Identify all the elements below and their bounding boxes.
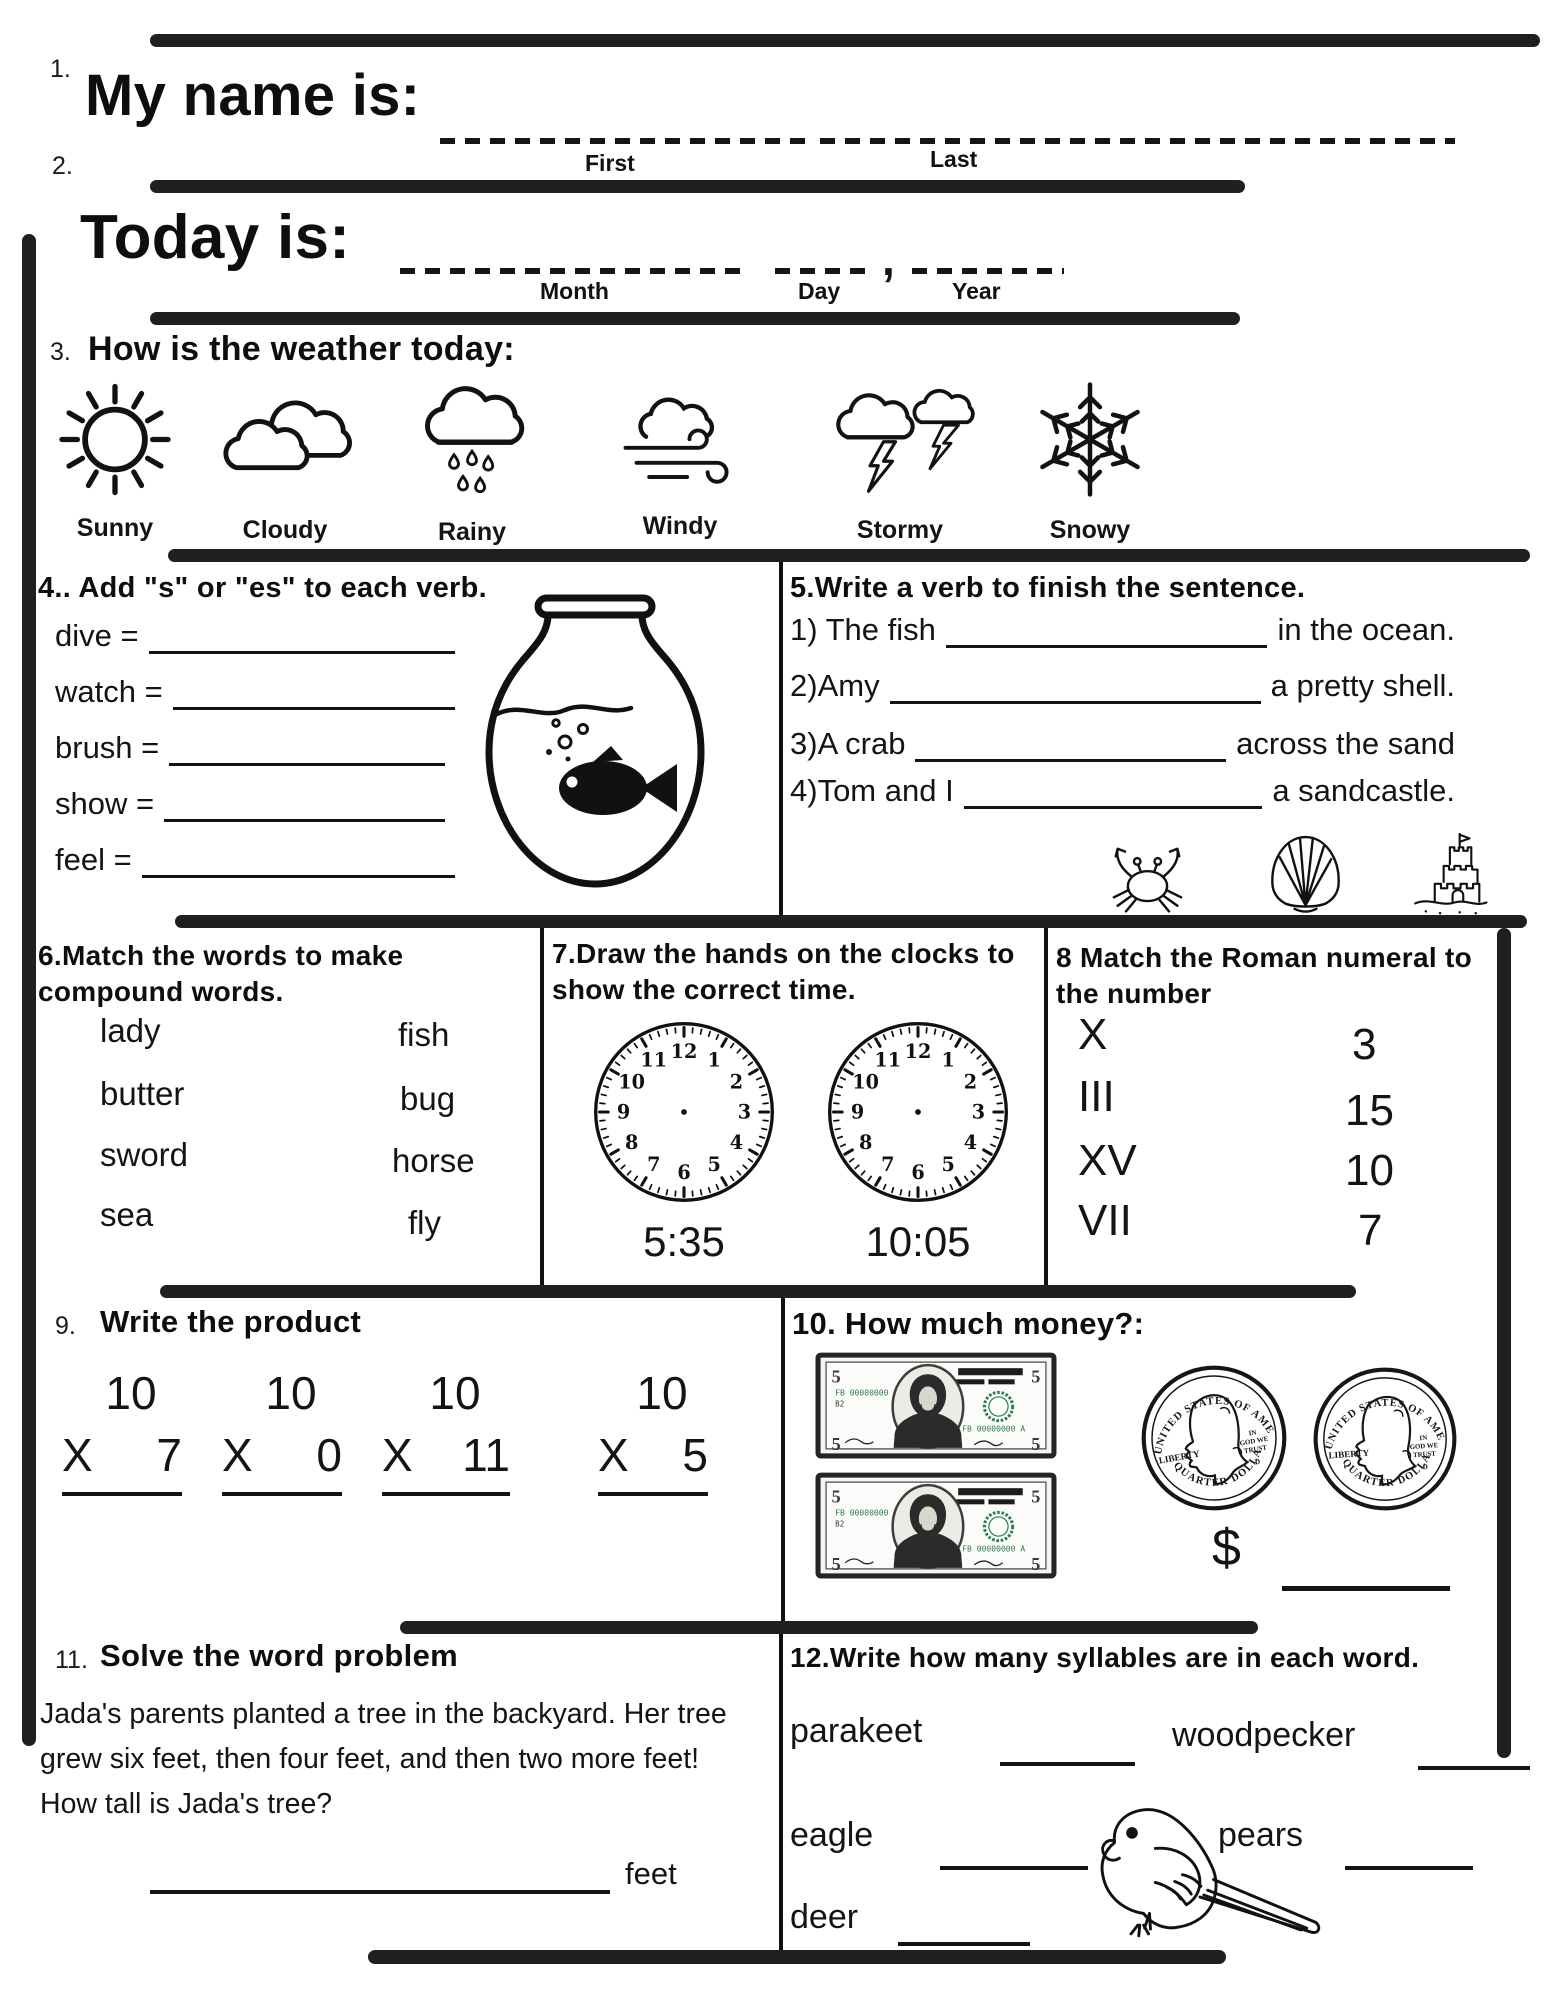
roman-numeral[interactable]: X [1078,1010,1108,1059]
svg-text:1: 1 [707,1048,721,1072]
quarter-coin [1307,1361,1463,1517]
multiplication-problem[interactable] [62,1366,182,1496]
section-divider [540,928,544,1285]
quarter-coin [1128,1352,1299,1523]
sandcastle-icon [1408,830,1490,918]
svg-text:11: 11 [874,1048,902,1072]
section-number-3: 3. [50,338,71,366]
syllable-word: woodpecker [1172,1716,1356,1754]
svg-text:4: 4 [729,1130,744,1154]
sentence-row [790,773,1455,809]
section-divider [781,1298,785,1621]
multiply-sign: X [598,1429,629,1481]
multiply-sign: X [62,1429,93,1481]
compound-word-right[interactable]: fly [408,1204,441,1241]
multiplicand: 10 [636,1367,688,1419]
sentence-row [790,668,1455,704]
section-border [168,549,1530,562]
verb-row [55,786,445,822]
roman-title: 8 Match the Roman numeral to the number [1056,942,1473,1010]
year-blank[interactable] [912,268,1064,274]
roman-numeral[interactable]: III [1078,1072,1115,1121]
verb-row [55,730,445,766]
weather-option-cloudy[interactable] [210,372,360,507]
storm-clouds-icon [825,372,975,507]
sentence-post: a pretty shell. [1270,668,1455,703]
svg-text:1: 1 [941,1048,955,1072]
svg-text:10: 10 [618,1070,645,1094]
svg-text:12: 12 [670,1040,698,1064]
clocks-title: 7.Draw the hands on the clocks to show the correct time. [552,938,1015,1006]
verb-answer-blank[interactable] [169,733,445,766]
sentence-row [790,612,1455,648]
sentence-pre: 1) The fish [790,612,936,647]
svg-text:6: 6 [911,1161,925,1185]
verbs-title: 4.. Add "s" or "es" to each verb. [38,572,488,604]
section-number-9: 9. [55,1312,76,1340]
multiplier: 11 [462,1429,510,1481]
syllable-answer-blank[interactable] [1345,1826,1473,1870]
five-dollar-bill [815,1352,1057,1459]
weather-option-rainy[interactable] [397,372,547,507]
sentence-blank[interactable] [915,729,1226,762]
multiplication-problem[interactable] [222,1366,342,1496]
verb-answer-blank[interactable] [142,845,455,878]
syllable-word: eagle [790,1816,874,1854]
clock-time-label: 10:05 [865,1218,971,1265]
svg-text:10: 10 [852,1070,879,1094]
svg-text:8: 8 [858,1130,873,1154]
svg-text:6: 6 [677,1161,691,1185]
clouds-icon [210,372,360,507]
syllable-word: deer [790,1898,859,1936]
weather-label: Cloudy [242,516,328,544]
syllable-answer-blank[interactable] [1000,1722,1135,1766]
sentence-pre: 2)Amy [790,668,880,703]
five-dollar-bill [815,1472,1057,1579]
sentence-blank[interactable] [964,776,1263,809]
sentence-post: a sandcastle. [1272,773,1455,808]
dollar-sign: $ [1212,1519,1241,1577]
multiplication-problem[interactable] [382,1366,510,1496]
section-number-2: 2. [52,152,73,180]
day-label: Day [798,278,841,304]
wind-cloud-icon [605,372,755,507]
rain-cloud-icon [397,372,547,507]
section-divider [779,562,783,915]
sentence-pre: 3)A crab [790,726,906,761]
sentence-row [790,726,1455,762]
section-divider [779,1634,783,1950]
sentence-post: across the sand [1236,726,1455,761]
multiplicand: 10 [265,1367,317,1419]
word-problem-title: Solve the word problem [100,1638,458,1673]
section-number-1: 1. [50,55,71,83]
year-label: Year [952,278,1001,304]
money-answer-blank[interactable] [1282,1558,1450,1591]
syllables-title: 12.Write how many syllables are in each word. [790,1642,1420,1673]
syllable-answer-blank[interactable] [898,1906,1030,1946]
verb-label: dive = [55,618,139,653]
section-border [150,34,1540,47]
roman-numeral[interactable]: XV [1078,1136,1137,1185]
seashell-icon [1258,826,1353,918]
last-name-label: Last [930,146,978,172]
compound-word-left[interactable]: butter [100,1075,185,1112]
svg-text:9: 9 [850,1100,865,1124]
answer-line[interactable] [62,1492,182,1496]
svg-text:2: 2 [963,1070,978,1094]
name-title: My name is: [85,63,421,128]
multiplicand: 10 [429,1367,481,1419]
section-divider [1044,928,1048,1285]
weather-label: Sunny [76,514,154,542]
product-title: Write the product [100,1304,362,1339]
clock-time-label: 5:35 [643,1218,725,1265]
multiplication-problem[interactable] [598,1366,708,1496]
weather-label: Windy [642,512,718,540]
verb-row [55,842,455,878]
first-name-blank[interactable] [440,138,805,144]
weather-option-sunny[interactable] [40,372,190,507]
arabic-number[interactable]: 7 [1358,1206,1383,1255]
arabic-number[interactable]: 10 [1345,1146,1394,1195]
svg-text:2: 2 [729,1070,744,1094]
verb-answer-blank[interactable] [173,677,455,710]
sentence-post: in the ocean. [1277,612,1455,647]
left-page-border [22,234,36,1746]
money-title: 10. How much money?: [792,1306,1145,1341]
svg-text:4: 4 [963,1130,978,1154]
sentence-blank[interactable] [946,615,1268,648]
answer-line[interactable] [598,1492,708,1496]
month-blank[interactable] [400,268,745,274]
weather-option-snowy[interactable] [1015,372,1165,507]
parakeet-icon [1048,1798,1348,1963]
weather-label: Stormy [856,516,944,544]
compound-word-right[interactable]: horse [392,1142,475,1179]
verb-label: show = [55,786,155,821]
weather-title: How is the weather today: [88,330,515,368]
compound-word-left[interactable]: sword [100,1136,189,1173]
sentence-pre: 4)Tom and I [790,773,954,808]
sun-icon [40,372,190,507]
verb-label: brush = [55,730,160,765]
svg-text:11: 11 [640,1048,668,1072]
compound-word-right[interactable]: fish [398,1016,450,1053]
section-border [150,180,1245,193]
svg-text:12: 12 [904,1040,932,1064]
compound-word-left[interactable]: lady [100,1012,161,1049]
date-comma: , [882,233,895,285]
syllable-answer-blank[interactable] [1418,1726,1530,1770]
svg-text:3: 3 [971,1100,986,1124]
syllable-word: parakeet [790,1712,923,1750]
syllable-word: pears [1218,1816,1304,1854]
multiply-sign: X [222,1429,253,1481]
month-label: Month [540,278,609,304]
answer-unit-label: feet [625,1856,677,1891]
weather-label: Snowy [1049,516,1131,544]
verb-row [55,618,455,654]
section-border [400,1621,1258,1634]
date-title: Today is: [80,203,351,272]
section-number-11: 11. [55,1646,88,1674]
fishbowl-icon [445,592,745,907]
first-name-label: First [585,150,635,176]
roman-numeral[interactable]: VII [1078,1196,1132,1245]
verb-answer-blank[interactable] [164,789,445,822]
multiplier: 5 [682,1429,708,1481]
verb-label: watch = [55,674,163,709]
word-problem-answer-blank[interactable] [150,1852,610,1894]
svg-text:9: 9 [616,1100,631,1124]
svg-text:5: 5 [707,1153,721,1177]
svg-text:3: 3 [737,1100,752,1124]
sentences-title: 5.Write a verb to finish the sentence. [790,572,1306,604]
svg-text:5: 5 [941,1153,955,1177]
section-border [150,312,1240,325]
answer-line[interactable] [222,1492,342,1496]
day-blank[interactable] [775,268,867,274]
sentence-blank[interactable] [890,671,1261,704]
verb-label: feel = [55,842,132,877]
word-problem-body: Jada's parents planted a tree in the backyard. Her tree grew six feet, then four feet, and then two more feet! How tall is Jada's tree? [40,1698,727,1821]
svg-text:7: 7 [881,1153,895,1177]
arabic-number[interactable]: 3 [1352,1020,1377,1069]
clock-face[interactable] [822,1016,1014,1208]
right-page-border [1497,928,1511,1758]
arabic-number[interactable]: 15 [1345,1086,1394,1135]
answer-line[interactable] [382,1492,510,1496]
multiplier: 7 [156,1429,182,1481]
clock-face[interactable] [588,1016,780,1208]
weather-option-windy[interactable] [605,372,755,507]
compound-title: 6.Match the words to make compound words. [38,940,404,1008]
crab-icon [1100,832,1195,916]
last-name-blank[interactable] [820,138,1455,144]
compound-word-right[interactable]: bug [400,1080,456,1117]
verb-row [55,674,455,710]
section-border [160,1285,1356,1298]
verb-answer-blank[interactable] [149,621,455,654]
multiply-sign: X [382,1429,413,1481]
compound-word-left[interactable]: sea [100,1196,154,1233]
multiplicand: 10 [105,1367,157,1419]
multiplier: 0 [316,1429,342,1481]
snowflake-icon [1015,372,1165,507]
svg-text:7: 7 [647,1153,661,1177]
svg-text:8: 8 [624,1130,639,1154]
weather-label: Rainy [437,518,507,546]
weather-option-stormy[interactable] [825,372,975,507]
